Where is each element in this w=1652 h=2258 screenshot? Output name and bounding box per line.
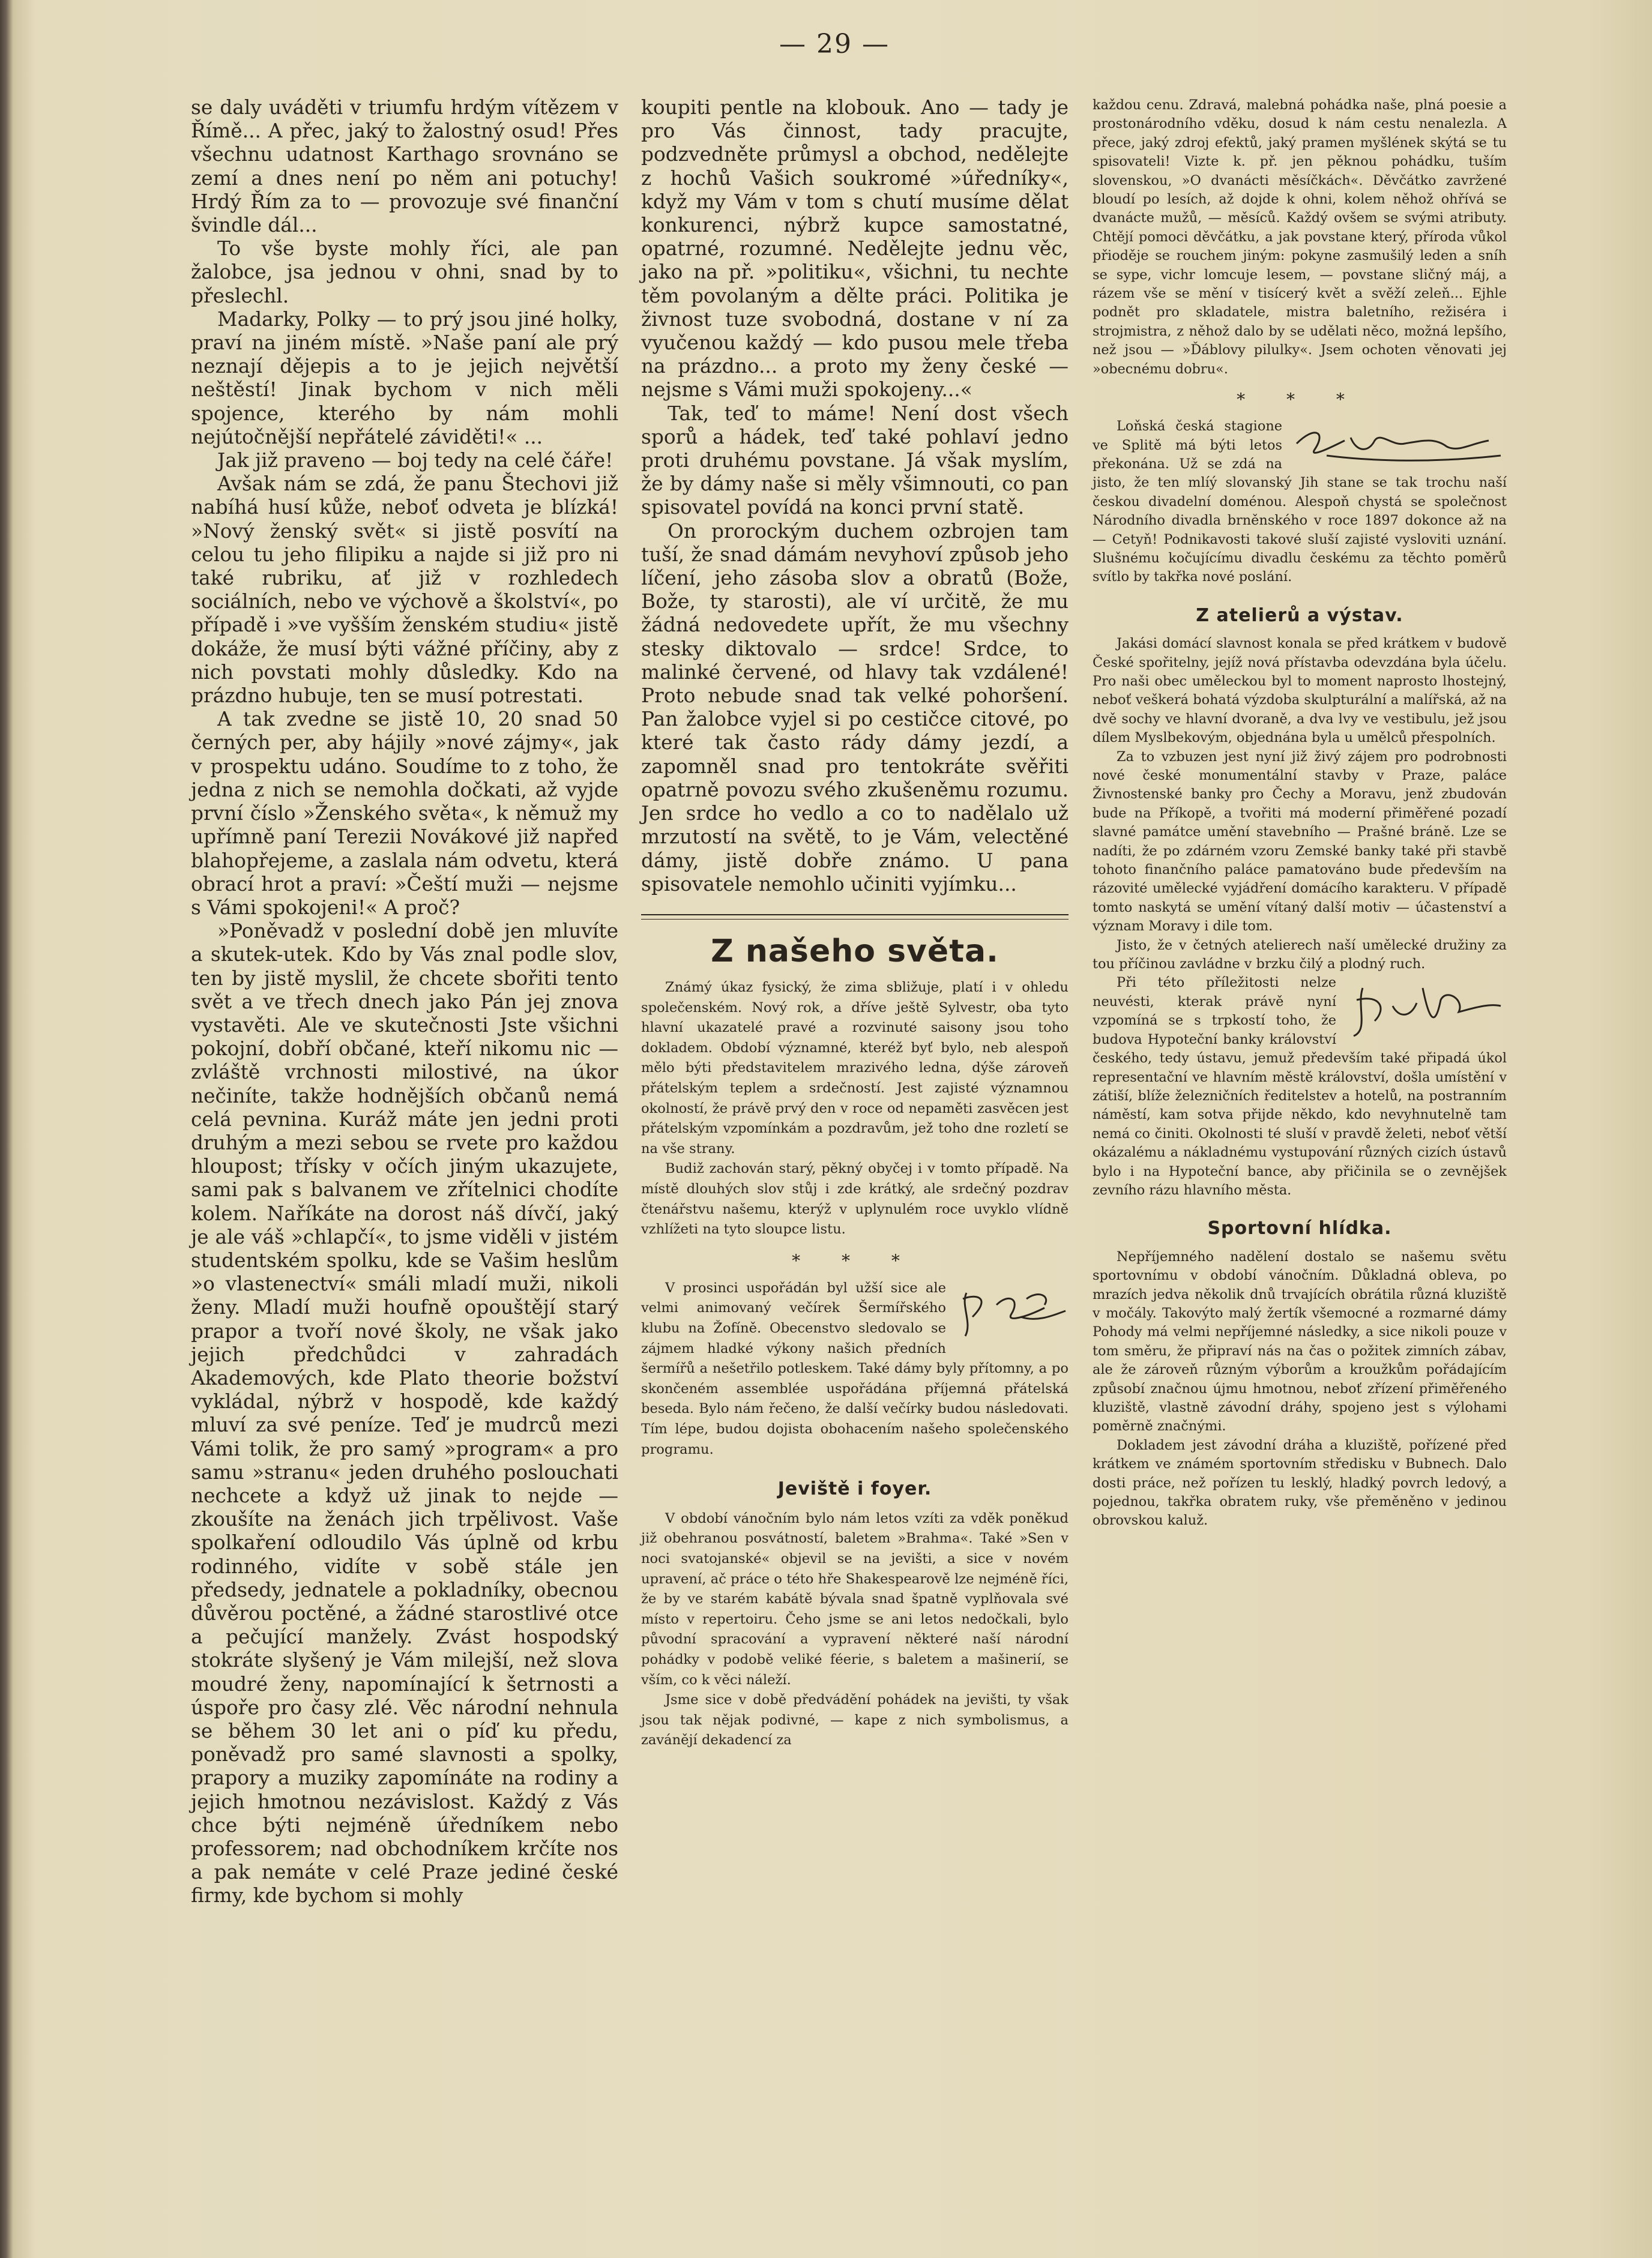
paragraph: Jakási domácí slavnost konala se před krátkem v budově České spořitelny, jejíž nová přístavba odevzdána byla účelu. Pro naši obec uměleckou byl to moment naprosto lhostejný, neboť veškerá bohatá výzdoba skulpturální a malířská, až na dvě sochy ve hlavní dvoraně, a dva lvy ve vestibulu, jež jsou dílem Myslbekovým, objednána byla u umělců přespolních. <box>1093 636 1507 746</box>
column-2 <box>641 96 1069 1751</box>
signature-graphic <box>1345 976 1507 1042</box>
section-divider-thin <box>641 919 1069 920</box>
paragraph: To vše byste mohly říci, ale pan žalobce, jsa jednou v ohni, snad by to přeslechl. <box>191 237 618 307</box>
signature-graphic <box>954 1281 1069 1341</box>
paragraph: Známý úkaz fysický, že zima sbližuje, platí i v ohledu společenském. Nový rok, a dříve ještě Sylvestr, oba tyto hlavní ukazatelé pravé a rozvinuté saisony jsou toho dokladem. Období významné, kteréž byť bylo, neb alespoň mělo býti představitelem mrazivého ledna, dýše zároveň přátelským teplem a srdečností. Jest zajisté významnou okolností, že právě prvý den v roce od nepaměti zasvěcen jest přátelským vzpomínkám a pozdravům, jež toho dne rozletí se na vše strany. <box>641 980 1069 1157</box>
asterism: * * * <box>792 1250 918 1271</box>
paragraph: »Poněvadž v poslední době jen mluvíte a skutek-utek. Kdo by Vás znal podle slov, ten by jistě myslil, že chcete sbořiti tento svět a ve třech dnech jako Pán jej znova vystavěti. Ale ve skutečnosti Jste všichni pokojní, dobří občané, kteří nikomu nic — zvláště vrchnosti milostivé, na úkor nečiníte, takže hodnějších občanů nemá celá pevnina. Kuráž máte jen jedni proti druhým a mezi sebou se rvete pro každou hloupost; třísky v očích jiným ukazujete, sami pak s balvanem ve zřítelnici chodíte kolem. Naříkáte na dorost náš dívčí, jaký je ale váš »chlapčí«, to jsme viděli v jistém studentském spolku, kde se Vašim heslům »o vlastenectví« smáli mladí muži, nikoli ženy. Mladí muži houfně opouštějí starý prapor a tvoří nové školy, ne však jako jejich předchůdci v zahradách Akademových, kde Plato theorie božství vykládal, nýbrž v hospodě, kde každý mluví za své peníze. Teď je mudrců mezi Vámi tolik, že pro samý »program« a pro samu »stranu« jeden druhého poslouchati nechcete a když už jinak to nejde — zkoušíte na ženách jich trpělivost. Vaše spolkaření odloudilo Vás úplně od krbu rodinného, vidíte v sobě stále jen předsedy, jednatele a pokladníky, obecnou důvěrou poctěné, a žádné starostlivé otce a pečující manžely. Zvást hospodský stokráte slyšený je Vám milejší, než slova moudré ženy, napomínající k šetrnosti a úspoře pro časy zlé. Věc národní nehnula se během 30 let ani o píď ku předu, poněvadž pro samé slavnosti a spolky, prapory a muziky zapomínáte na rodiny a jejich hmotnou nezávislost. Každý z Vás chce býti nejméně úředníkem nebo professorem; nad obchodníkem krčíte nos a pak nemáte v celé Praze jediné české firmy, kde bychom si mohly <box>191 920 618 1907</box>
section-title-ateliery: Z atelierů a výstav. <box>1196 604 1403 626</box>
paragraph: V období vánočním bylo nám letos vzíti za vděk poněkud již obehranou posvátností, baletem »Brahma«. Také »Sen v noci svatojanské« objevil se na jevišti, a sice v novém upravení, ač práce o této hře Shakespearově lze nejméně říci, že by ve starém kabátě bývala snad špatně vyplňovala své místo v repertoiru. Čeho jsme se ani letos nedočkali, bylo původní spracování a vypravení některé naší národní pohádky v podobě veliké féerie, s baletem a mašinerií, se vším, co k věci náleží. <box>641 1510 1069 1688</box>
section-title-sport: Sportovní hlídka. <box>1207 1218 1392 1239</box>
paragraph: Loňská česká stagione ve Splitě má býti letos překonána. Už se zdá na jisto, že ten mlíý slovanský Jih stane se tak trochu naší českou divadelní doménou. Alespoň chystá se společnost Národního divadla brněnského v roce 1897 dokonce až na — Cetyň! Podnikavosti takové sluší zajisté vysloviti uznání. Slušnému kočujícímu divadlu českému za těchto poměrů svítlo by takřka nové poslání. <box>1093 418 1507 585</box>
column-3 <box>1093 96 1507 1531</box>
paragraph: On prorockým duchem ozbrojen tam tuší, že snad dámám nevyhoví způsob jeho líčení, jeho zásoba slov a obratů (Bože, Bože, ty starosti), ale ví určitě, že mu žádná nedovedete upřít, že mu všechny stesky diktovalo — srdce! Srdce, to malinké červené, od hlavy tak vzdálené! Proto nebude snad tak velké pohoršení. Pan žalobce vyjel si po cestičce citové, po které tak často rády dámy jezdí, a zapomněl snad pro tentokráte svěřiti opatrně povozu svého zkušeněmu rozumu. Jen srdce ho vedlo a co to nadělalo už mrzutostí na světě, to je Vám, velectěné dámy, jistě dobře známo. U pana spisovatele nemohlo učiniti vyjímku... <box>641 519 1069 896</box>
paragraph: Budiž zachován starý, pěkný obyčej i v tomto případě. Na místě dlouhých slov stůj i zde krátký, ale srdečný pozdrav čtenářstvu našemu, kterýž v uplynulém roce uvyklo vlídně vzhlížeti na tyto sloupce listu. <box>641 1161 1069 1238</box>
section-title-z-naseho-sveta: Z našeho světa. <box>711 933 999 969</box>
paragraph: Nepříjemného nadělení dostalo se našemu světu sportovnímu v období vánočním. Důkladná obleva, po mrazích jedva několik dnů trvajících obrátila různá kluziště v močály. Takovýto malý žertík všemocné a rozmarné dámy Pohody má velmi nepříjemné následky, a sice nikoli pouze v tom směru, že připraví nás na čas o požitek zimních zábav, ale že zároveň různým výborům a kroužkům pořádajícím způsobí značnou újmu hmotnou, neboť zřízení přiměřeného kluziště, vlastně závodní dráhy, spojeno jest s výlohami poměrně značnými. <box>1093 1248 1507 1435</box>
paragraph: se daly uváděti v triumfu hrdým vítězem v Římě... A přec, jaký to žalostný osud! Přes všechnu udatnost Karthago srovnáno se zemí a dnes není po něm ani potuchy! Hrdý Řím za to — provozuje své finanční švindle dál... <box>191 96 618 237</box>
paragraph: V prosinci uspořádán byl užší sice ale velmi animovaný večírek Šermířského klubu na Žofíně. Obecenstvo sledovalo se zájmem hladké výkony našich předních šermířů a nešetřilo potleskem. Také dámy byly přítomny, a po skončeném assemblée uspořádána příjemná přátelská beseda. Bylo nám řečeno, že další večírky budou následovati. Tím lépe, budou dojista obohacením našeho společenského programu. <box>641 1280 1069 1457</box>
paragraph: A tak zvedne se jistě 10, 20 snad 50 černých per, aby hájily »nové zájmy«, jak v prospektu udáno. Soudíme to z toho, že jedna z nich se nemohla dočkati, až vyjde první číslo »Ženského světa«, k němuž my upřímně paní Terezii Novákové již napřed blahopřejeme, a zaslala nám odvetu, která obrací hrot a praví: »Čeští muži — nejsme s Vámi spokojeni!« A proč? <box>191 708 618 919</box>
section-body <box>641 978 1069 1751</box>
paragraph: Jsme sice v době předvádění pohádek na jevišti, ty však jsou tak nějak podivné, — kape z nich symbolismus, a zavánějí dekadencí za <box>641 1692 1069 1748</box>
paragraph: koupiti pentle na klobouk. Ano — tady je pro Vás činnost, tady pracujte, podzvedněte průmysl a obchod, nedělejte z hochů Vašich soukromé »úředníky«, když my Vám v tom s chutí musíme dělat konkurenci, nýbrž kupce samostatné, opatrné, rozumné. Nedělejte jednu věc, jako na př. »politiku«, všichni, tu nechte těm povolaným a dělte práci. Politika je živnost tuze svobodná, dostane v ní za vyučenou každý — kdo pusou mele třeba na prázdno... a proto my ženy české — nejsme s Vámi muži spokojeny...« <box>641 96 1069 402</box>
paragraph: Jisto, že v četných atelierech naší umělecké družiny za tou příčinou zavládne v brzku čilý a plodný ruch. <box>1093 937 1507 972</box>
asterism: * * * <box>1237 390 1363 410</box>
paragraph: Avšak nám se zdá, že panu Štechovi již nabíhá husí kůže, neboť odveta je blízká! »Nový ženský svět« si jistě posvítí na celou tu jeho filipiku a najde si již pro ni také rubriku, ať již v rozhledech sociálních, nebo ve výchově a školství«, po případě i »ve vyšším ženském studiu« jistě dokáže, že musí býti vážné příčiny, aby z nich povstati mohly důsledky. Kdo na prázdno hubuje, ten se musí potrestati. <box>191 472 618 708</box>
section-title-jeviste: Jeviště i foyer. <box>777 1478 932 1500</box>
paragraph: Za to vzbuzen jest nyní již živý zájem pro podrobnosti nové české monumentální stavby v Praze, paláce Živnostenské banky pro Čechy a Moravu, jenž zbudován bude na Příkopě, a tvořiti má moderní přiměřené pozadí slavné památce umění stavebního — Prašné bráně. Lze se nadíti, že po zdárném vzoru Zemské banky také při stavbě tohoto finančního paláce pamatováno bude především na rázovité umělecké vyjádření domácího karakteru. V případě tomto naskytá se umění vítaný další motiv — účastenství a význam Moravy i dile tom. <box>1093 748 1507 935</box>
column-1 <box>191 96 618 1908</box>
page-number: — 29 — <box>779 29 890 59</box>
column-3-body <box>1093 96 1507 1531</box>
section-divider <box>641 914 1069 915</box>
paragraph: Při této příležitosti nelze neuvésti, kterak právě nyní vzpomíná se s trpkostí toho, že budova Hypoteční banky království českého, tedy ústavu, jemuž především také připadá úkol representační ve hlavním městě království, došla umístění v zátiší, blíže železničních ředitelstev a hotelů, na postranním náměstí, kam sotva přijde někdo, kdo nevyhnutelně tam nemá co činiti. Okolnosti té sluší v pravdě želeti, neboť větší okázalému a nákladnému vystupování různých cizích ústavů bylo i na Hypoteční bance, aby přičinila se o zevnějšek zevního rázu hlavního města. <box>1093 975 1507 1198</box>
paragraph: Madarky, Polky — to prý jsou jiné holky, praví na jiném místě. »Naše paní ale prý neznají dějepis a to je jejich největší neštěstí! Jinak bychom v nich měli spojence, kterého by nám mohli nejútočnější nepřátelé záviděti!« ... <box>191 307 618 448</box>
signature-graphic <box>1291 420 1507 468</box>
paragraph: Dokladem jest závodní dráha a kluziště, pořízené před krátkem ve známém sportovním středisku v Bubnech. Dalo dosti práce, než pořízen tu lesklý, hladký povrch ledový, a pojednou, takřka obratem ruky, vše přeměněno v jedinou obrovskou kaluž. <box>1093 1437 1507 1529</box>
paragraph: Tak, teď to máme! Není dost všech sporů a hádek, teď také pohlaví jedno proti druhému povstane. Já však myslím, že by dámy naše si měly všimnouti, co pan spisovatel povídá na konci první statě. <box>641 402 1069 519</box>
paragraph: každou cenu. Zdravá, malebná pohádka naše, plná poesie a prostonárodního vděku, dosud k nám cestu nenalezla. A přece, jaký zdroj efektů, jaký pramen myšlének skýtá se tu spisovateli! Vizte k. př. jen pěknou pohádku, tuším slovenskou, »O dvanácti měsíčkách«. Děvčátko zavržené bloudí po lesích, až dojde k ohni, kolem něhož ohřívá se dvanácte mužů, — měsíců. Každý ovšem se svými atributy. Chtějí pomoci děvčátku, a jak povstane který, příroda vůkol přioděje se rouchem jiným: pokyne zasmušilý leden a sníh se sype, vichr lomcuje lesem, — povstane sličný máj, a rázem vše se mění v tisícerý květ a svěží zeleň... Ejhle podnět pro skladatele, mistra baletního, režiséra i strojmistra, z něhož dalo by se udělati něco, možná lepšího, než jsou — »Ďáblovy pilulky«. Jsem ochoten věnovati jej »obecnému dobru«. <box>1093 97 1507 377</box>
paragraph: Jak již praveno — boj tedy na celé čáře! <box>217 449 613 472</box>
